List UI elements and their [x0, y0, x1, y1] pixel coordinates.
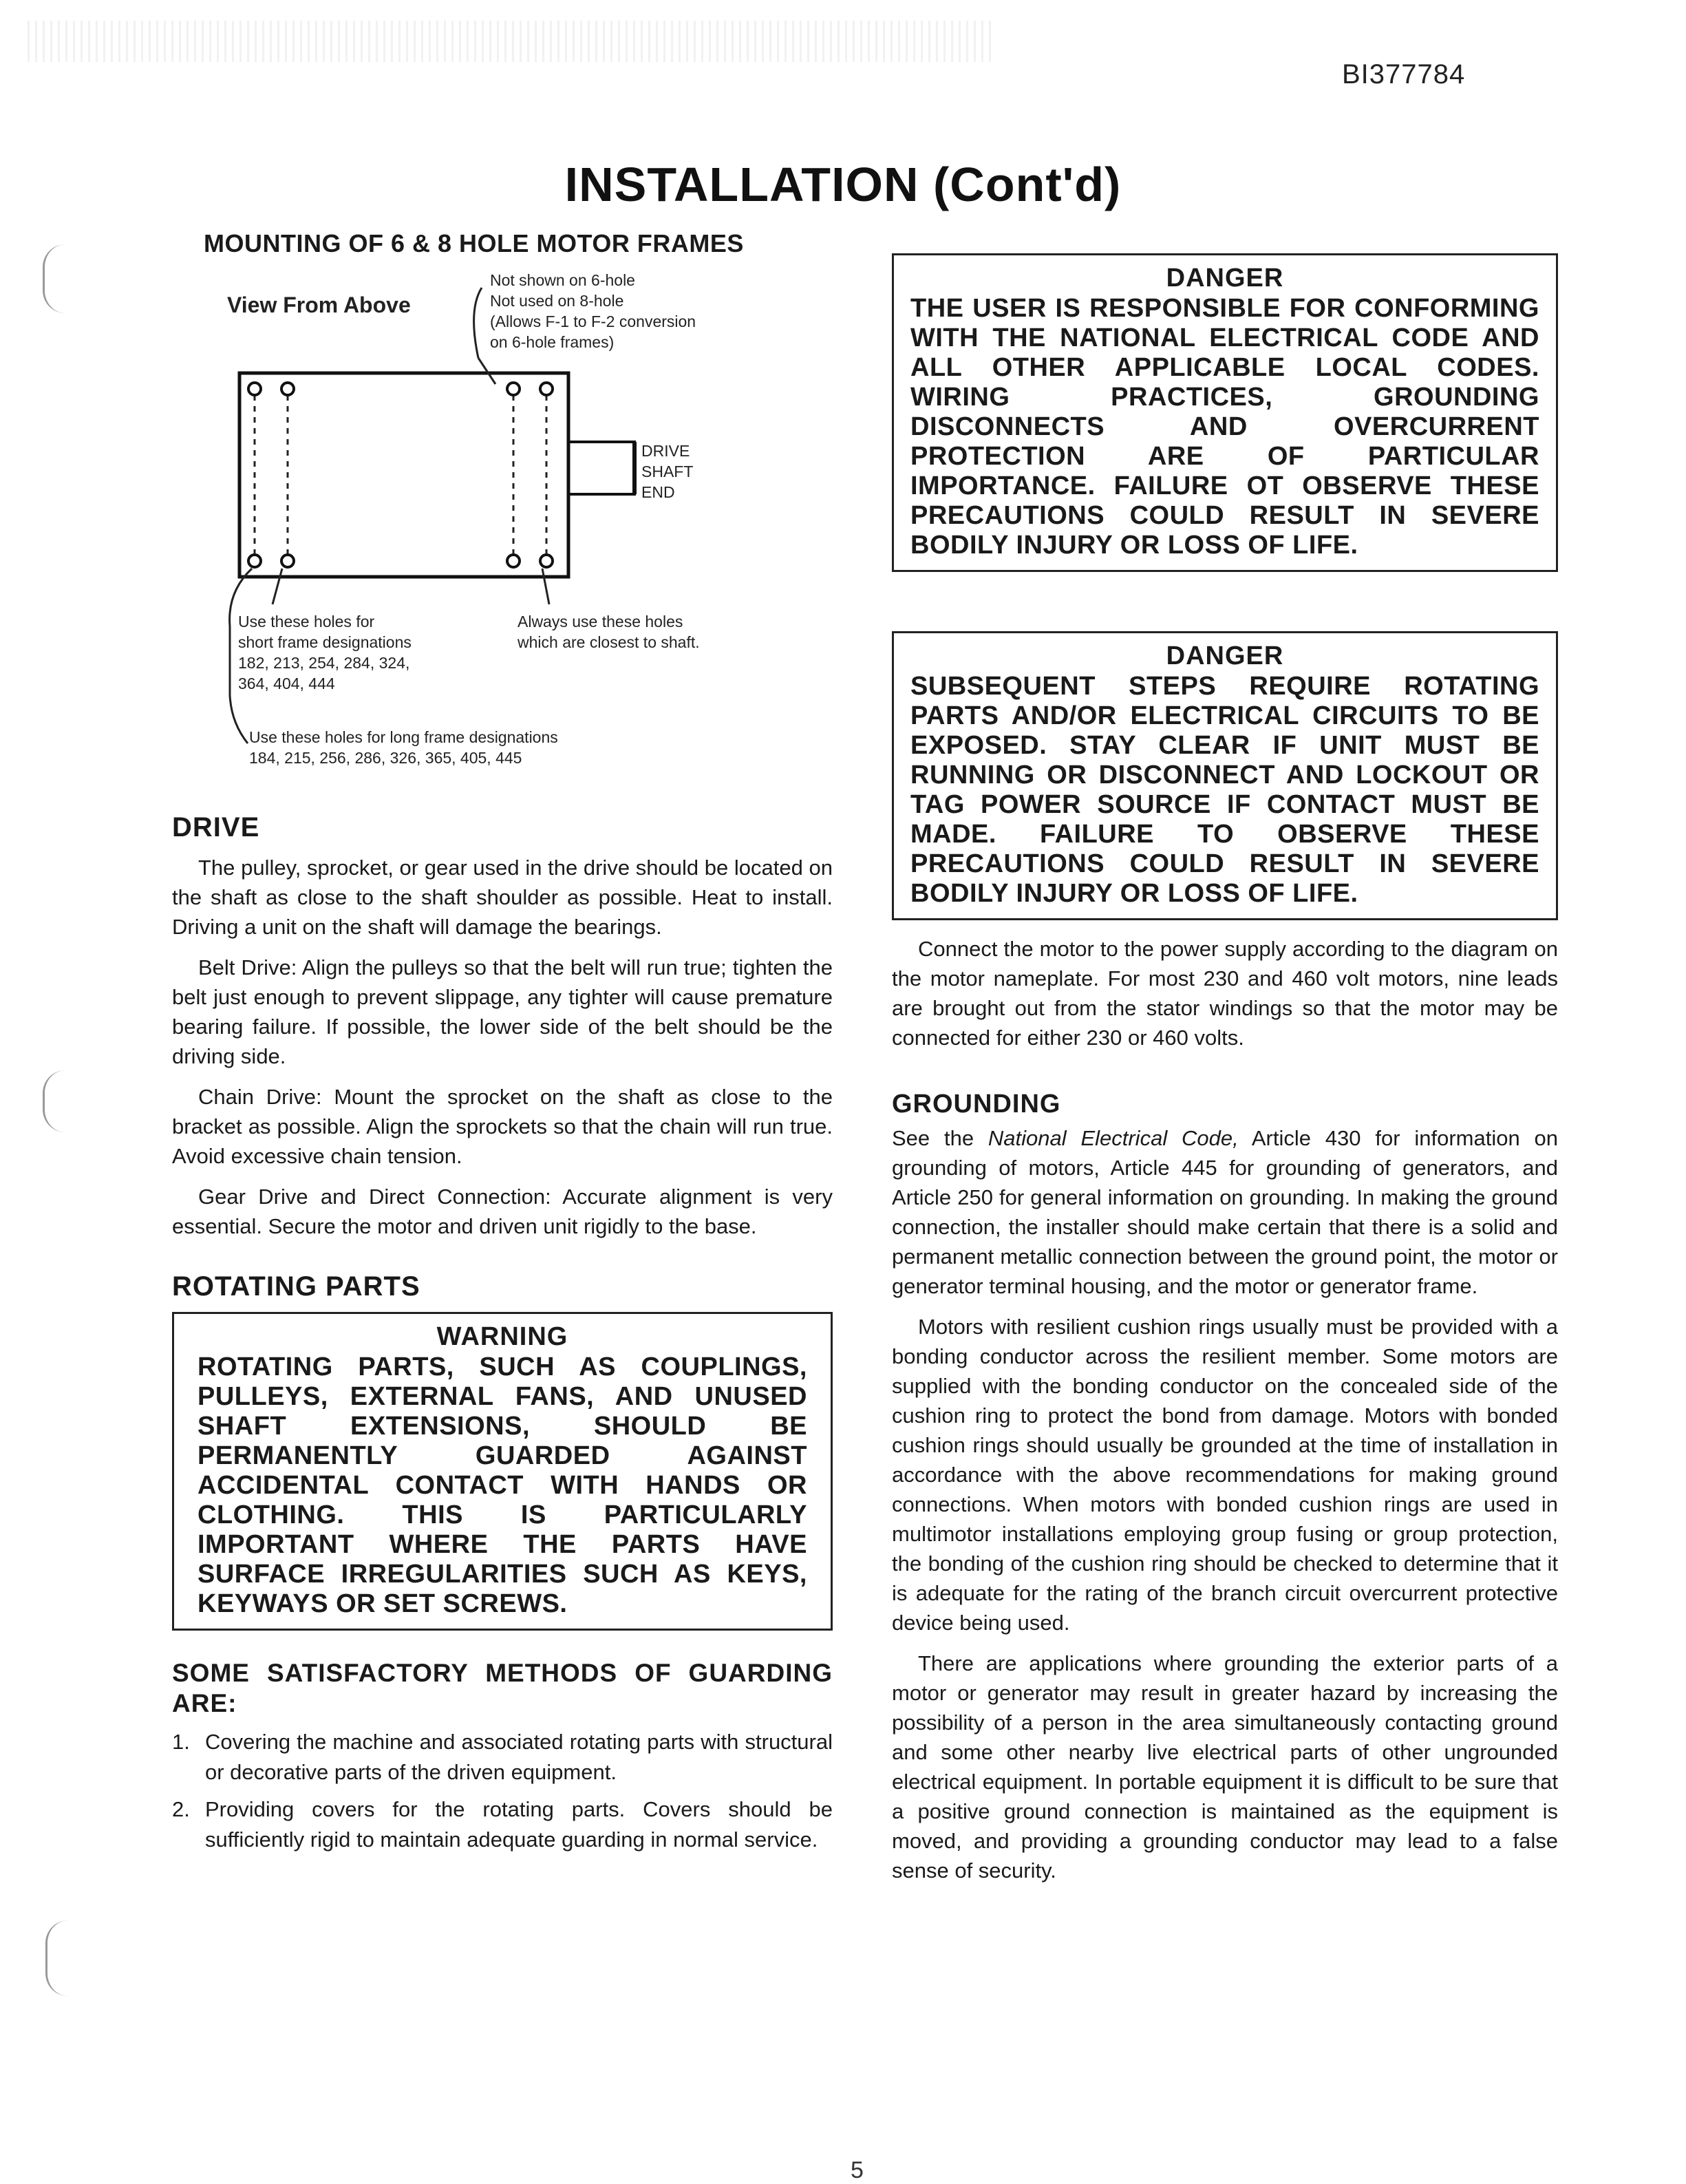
drive-shaft-line: END — [641, 483, 675, 501]
margin-mark — [43, 244, 65, 313]
margin-mark — [43, 1070, 65, 1132]
drive-paragraph: The pulley, sprocket, or gear used in the drive should be located on the shaft as close to the shaft shoulder as possible. Heat to install. Driving a unit on the shaft will damage the bearings. — [172, 856, 833, 939]
grounding-text: Article 430 for information on grounding of motors, Article 445 for grounding of generators, and Article 250 for general information on grounding. In making the ground connection, the installer should make certain that there is a solid and permanent metallic connection between the ground point, the motor or generator terminal housing, and the motor or generator frame. — [892, 1126, 1558, 1298]
hazard-paragraph: There are applications where grounding the exterior parts of a motor or generator may result in greater hazard by increasing the possibility of a person in the area simultaneously contacting ground and some other nearby live electrical parts of other ungrounded electrical equipment. In portable equipment it is difficult to be sure that a positive ground connection is maintained as the equipment is moved, and providing a grounding conductor may lead to a false sense of security. — [892, 1651, 1558, 1883]
short-frame-line: 182, 213, 254, 284, 324, — [238, 654, 410, 672]
belt-drive-paragraph: Belt Drive: Align the pulleys so that the belt will run true; tighten the belt just enough to prevent slippage, any tighter will cause premature bearing failure. If possible, the lower side of the belt should be the driving side. — [172, 955, 833, 1068]
short-frame-line: Use these holes for — [238, 613, 375, 630]
drive-shaft-end-label — [641, 441, 693, 502]
note-line: Not used on 8-hole — [490, 292, 624, 310]
list-text: Providing covers for the rotating parts. Covers should be sufficiently rigid to maintain adequate guarding in normal service. — [205, 1797, 833, 1852]
document-id: BI377784 — [1342, 59, 1466, 89]
danger-box-codes — [892, 253, 1558, 572]
mounting-heading: MOUNTING OF 6 & 8 HOLE MOTOR FRAMES — [204, 229, 744, 257]
short-frame-line: 364, 404, 444 — [238, 675, 335, 692]
scan-noise — [28, 21, 991, 62]
margin-mark — [45, 1920, 68, 1996]
guarding-methods-list — [172, 1727, 833, 1855]
list-item — [172, 1794, 833, 1855]
nec-reference: National Electrical Code, — [988, 1126, 1239, 1150]
grounding-paragraph — [892, 1123, 1558, 1301]
grounding-text: See the — [892, 1126, 988, 1150]
danger-text: SUBSEQUENT STEPS REQUIRE ROTATING PARTS AND/OR ELECTRICAL CIRCUITS TO BE EXPOSED. STAY CLEAR IF UNIT MUST BE RUNNING OR DISCONNECT AND LOCKOUT OR TAG POWER SOURCE IF CONTACT MUST BE MADE. FAILURE TO OBSERVE THESE PRECAUTIONS COULD RESULT IN SEVERE BODILY INJURY OR LOSS OF LIFE. — [910, 672, 1539, 908]
drive-shaft-line: SHAFT — [641, 463, 694, 480]
closest-line: Always use these holes — [517, 613, 683, 630]
long-frame-line: 184, 215, 256, 286, 326, 365, 405, 445 — [249, 749, 522, 767]
page-title: INSTALLATION (Cont'd) — [564, 158, 1122, 211]
page-number: 5 — [851, 2157, 864, 2183]
list-item — [172, 1727, 833, 1788]
rotating-parts-heading: ROTATING PARTS — [172, 1271, 420, 1302]
right-column — [892, 253, 1558, 1896]
note-line: Not shown on 6-hole — [490, 271, 635, 289]
danger-box-exposure — [892, 631, 1558, 920]
warning-title: WARNING — [436, 1322, 568, 1351]
note-label — [490, 270, 696, 352]
note-line: on 6-hole frames) — [490, 333, 615, 351]
cushion-ring-paragraph: Motors with resilient cushion rings usually must be provided with a bonding conductor across the resilient member. Some motors are supplied with the bonding conductor on the concealed side of the cushion ring to protect the bond from damage. Motors with bonded cushion rings should usually be grounded at the time of installation in accordance with the above recommendations for making ground connections. When motors with bonded cushion rings are used in multimotor installations employing group fusing or group protection, the bonding of the cushion ring should be checked to determine that it is adequate for the rating of the branch circuit overcurrent protective device being used. — [892, 1315, 1558, 1635]
list-number: 1. — [172, 1730, 190, 1754]
list-text: Covering the machine and associated rotating parts with structural or decorative parts of the driven equipment. — [205, 1730, 833, 1784]
list-number: 2. — [172, 1797, 190, 1821]
long-frame-label — [249, 727, 558, 768]
warning-text: ROTATING PARTS, SUCH AS COUPLINGS, PULLEYS, EXTERNAL FANS, AND UNUSED SHAFT EXTENSIONS, SHOULD BE PERMANENTLY GUARDED AGAINST ACCIDENTAL CONTACT WITH HANDS OR CLOTHING. THIS IS PARTICULARLY IMPORTANT WHERE THE PARTS HAVE SURFACE IRREGULARITIES SUCH AS KEYS, KEYWAYS OR SET SCREWS. — [198, 1353, 807, 1618]
short-frame-line: short frame designations — [238, 633, 412, 651]
closest-holes-label — [517, 611, 700, 653]
short-frame-label — [238, 611, 412, 694]
danger-title: DANGER — [1166, 642, 1284, 670]
note-line: (Allows F-1 to F-2 conversion — [490, 312, 696, 330]
closest-line: which are closest to shaft. — [517, 633, 700, 651]
danger-text: THE USER IS RESPONSIBLE FOR CONFORMING WITH THE NATIONAL ELECTRICAL CODE AND ALL OTHER APPLICABLE LOCAL CODES. WIRING PRACTICES, GROUNDING DISCONNECTS AND OVERCURRENT PROTECTION ARE OF PARTICULAR IMPORTANCE. FAILURE OT OBSERVE THESE PRECAUTIONS COULD RESULT IN SEVERE BODILY INJURY OR LOSS OF LIFE. — [910, 294, 1539, 560]
chain-drive-paragraph: Chain Drive: Mount the sprocket on the shaft as close to the bracket as possible. Align the sprockets so that the chain will run true. Avoid excessive chain tension. — [172, 1085, 833, 1168]
danger-title: DANGER — [1166, 264, 1284, 293]
view-from-above-label: View From Above — [227, 293, 411, 317]
guarding-methods-heading: SOME SATISFACTORY METHODS OF GUARDING ARE: — [172, 1659, 833, 1717]
left-column — [172, 812, 833, 1862]
grounding-heading: GROUNDING — [892, 1090, 1061, 1118]
long-frame-line: Use these holes for long frame designations — [249, 728, 558, 746]
motor-frame-diagram — [206, 268, 826, 778]
warning-box — [172, 1312, 833, 1631]
drive-heading: DRIVE — [172, 812, 260, 842]
drive-shaft-line: DRIVE — [641, 442, 690, 460]
connect-paragraph: Connect the motor to the power supply according to the diagram on the motor nameplate. For most 230 and 460 volt motors, nine leads are brought out from the stator windings so that the motor may be connected for either 230 or 460 volts. — [892, 937, 1558, 1050]
gear-drive-paragraph: Gear Drive and Direct Connection: Accurate alignment is very essential. Secure the motor and driven unit rigidly to the base. — [172, 1185, 833, 1238]
